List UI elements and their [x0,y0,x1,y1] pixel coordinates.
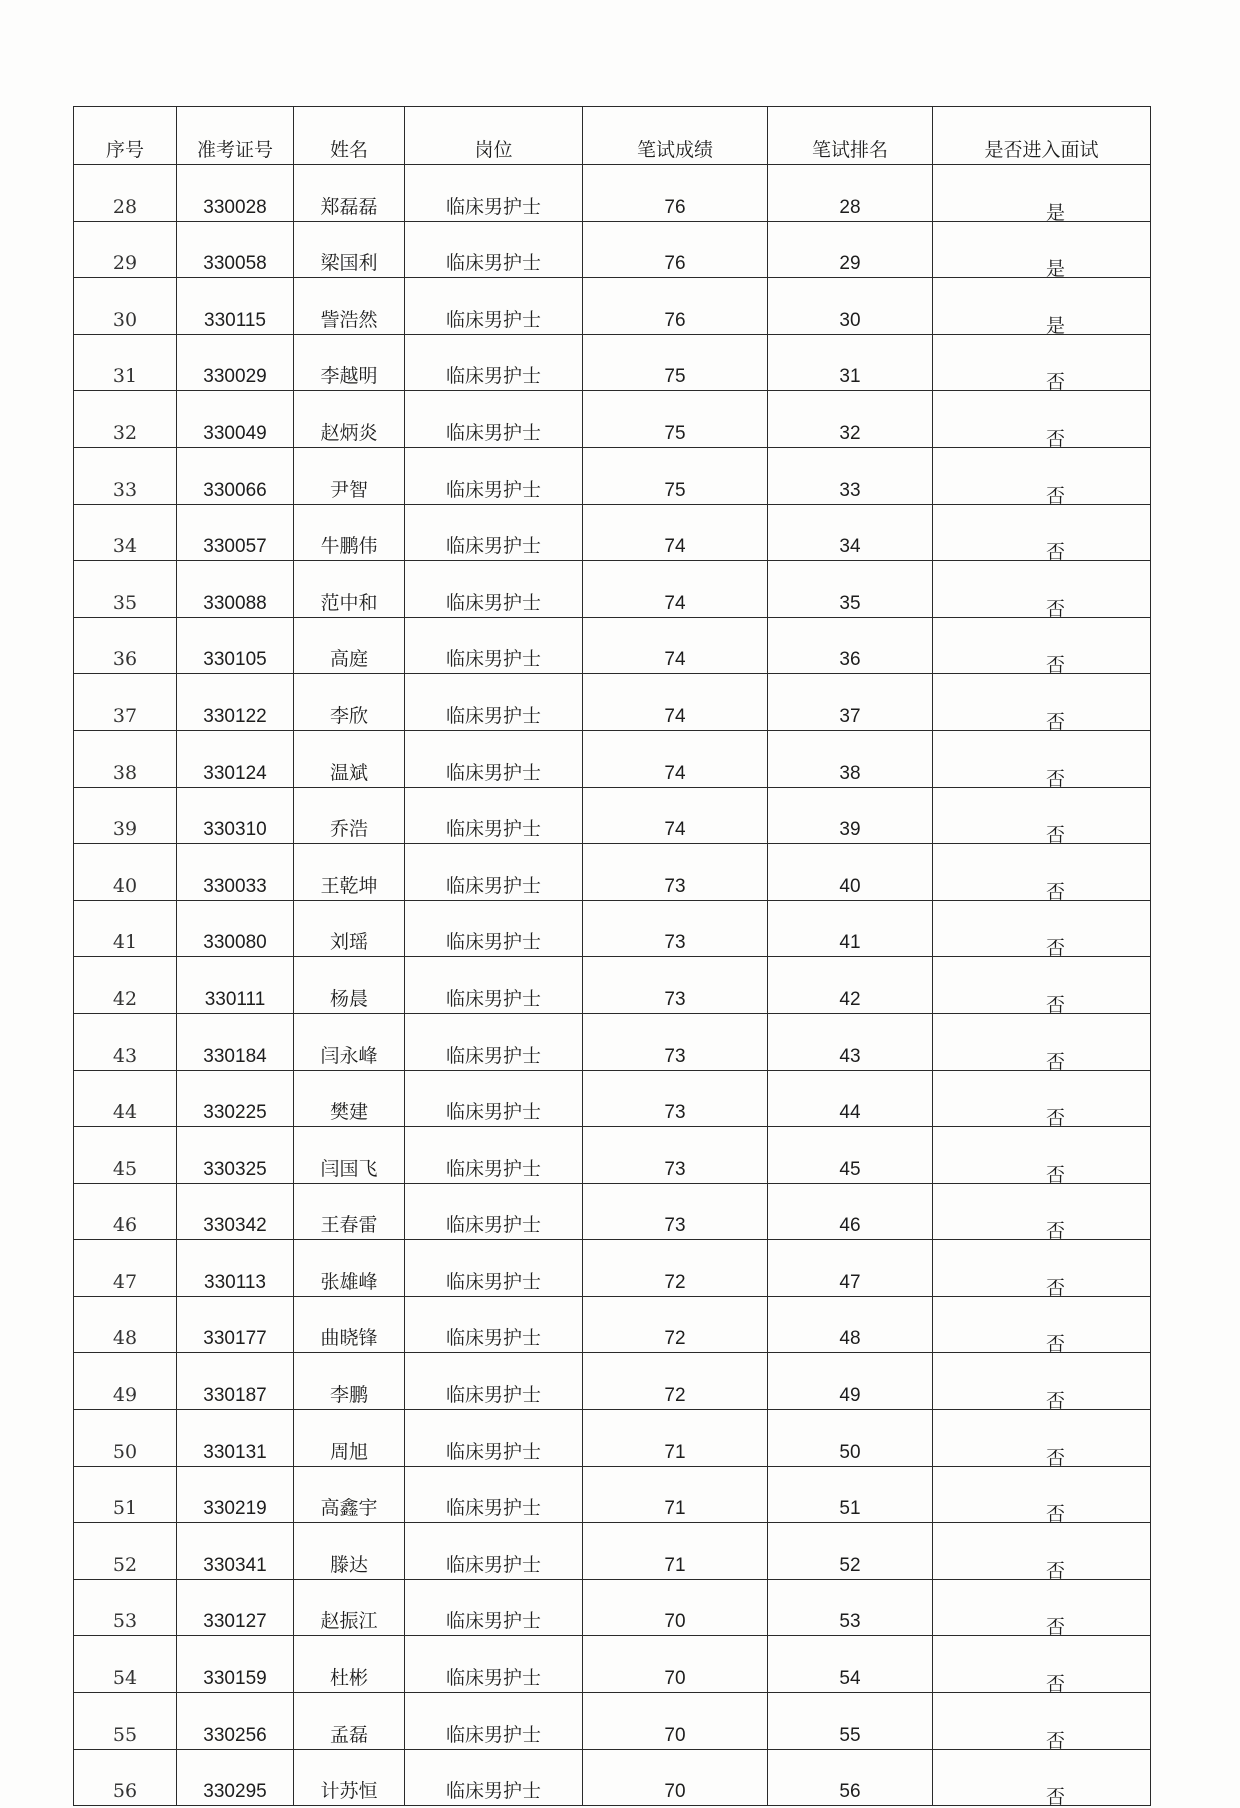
table-row [74,957,1151,1014]
table-row [74,1579,1151,1636]
table-row [74,278,1151,335]
cell-score: 74 [583,674,768,731]
cell-rank: 50 [768,1410,933,1467]
cell-name: 闫永峰 [294,1013,405,1070]
cell-rank: 47 [768,1240,933,1297]
cell-position: 临床男护士 [405,1523,583,1580]
cell-seq: 56 [74,1749,177,1806]
cell-rank: 45 [768,1127,933,1184]
table-header [74,107,1151,165]
interview-flag: 是 [1045,314,1065,337]
cell-rank: 32 [768,391,933,448]
cell-rank: 33 [768,447,933,504]
cell-seq: 36 [74,617,177,674]
table-row [74,1183,1151,1240]
cell-seq: 40 [74,844,177,901]
cell-score: 71 [583,1466,768,1523]
cell-name: 王春雷 [294,1183,405,1240]
interview-flag: 否 [1045,1729,1065,1752]
cell-exam-id: 330225 [177,1070,294,1127]
cell-interview [933,1579,1151,1639]
cell-interview [933,447,1151,507]
interview-flag: 否 [1045,1616,1065,1639]
cell-interview [933,504,1151,564]
cell-rank: 49 [768,1353,933,1410]
table-row [74,1240,1151,1297]
cell-score: 70 [583,1579,768,1636]
header-score: 笔试成绩 [583,107,768,165]
cell-exam-id: 330187 [177,1353,294,1410]
cell-name: 高鑫宇 [294,1466,405,1523]
header-name: 姓名 [294,107,405,165]
interview-flag: 否 [1045,710,1065,733]
cell-interview [933,787,1151,847]
cell-seq: 31 [74,334,177,391]
cell-seq: 51 [74,1466,177,1523]
cell-position: 临床男护士 [405,957,583,1014]
cell-seq: 30 [74,278,177,335]
cell-exam-id: 330325 [177,1127,294,1184]
cell-score: 70 [583,1693,768,1750]
interview-flag: 否 [1045,824,1065,847]
cell-rank: 37 [768,674,933,731]
cell-score: 76 [583,221,768,278]
cell-position: 临床男护士 [405,391,583,448]
cell-name: 孟磊 [294,1693,405,1750]
header-position: 岗位 [405,107,583,165]
cell-name: 訾浩然 [294,278,405,335]
cell-rank: 31 [768,334,933,391]
table-row [74,844,1151,901]
cell-position: 临床男护士 [405,900,583,957]
table-row [74,165,1151,222]
cell-score: 70 [583,1636,768,1693]
cell-name: 张雄峰 [294,1240,405,1297]
interview-flag: 否 [1045,1276,1065,1299]
cell-position: 临床男护士 [405,1183,583,1240]
table-row [74,1466,1151,1523]
cell-score: 73 [583,900,768,957]
cell-interview [933,617,1151,677]
cell-exam-id: 330080 [177,900,294,957]
cell-exam-id: 330029 [177,334,294,391]
cell-exam-id: 330131 [177,1410,294,1467]
interview-flag: 否 [1045,597,1065,620]
cell-name: 梁国利 [294,221,405,278]
table-row [74,561,1151,618]
cell-seq: 44 [74,1070,177,1127]
cell-interview [933,730,1151,790]
interview-flag: 否 [1045,541,1065,564]
cell-rank: 28 [768,165,933,222]
cell-position: 临床男护士 [405,165,583,222]
cell-position: 临床男护士 [405,844,583,901]
table-row [74,617,1151,674]
cell-interview [933,1013,1151,1073]
interview-flag: 否 [1045,1163,1065,1186]
cell-score: 73 [583,1013,768,1070]
cell-exam-id: 330057 [177,504,294,561]
cell-rank: 40 [768,844,933,901]
cell-interview [933,1240,1151,1297]
cell-score: 74 [583,617,768,674]
cell-score: 74 [583,730,768,787]
cell-interview [933,844,1151,901]
cell-rank: 43 [768,1013,933,1070]
header-exam-id: 准考证号 [177,107,294,165]
interview-flag: 否 [1045,1333,1065,1356]
cell-position: 临床男护士 [405,1749,583,1806]
cell-interview [933,1636,1151,1696]
cell-interview [933,1127,1151,1184]
table-row [74,447,1151,504]
cell-score: 74 [583,561,768,618]
cell-exam-id: 330033 [177,844,294,901]
interview-flag: 否 [1045,1390,1065,1413]
interview-flag: 否 [1045,371,1065,394]
cell-rank: 30 [768,278,933,335]
table-row [74,787,1151,844]
cell-interview [933,674,1151,731]
interview-flag: 否 [1045,427,1065,450]
cell-rank: 48 [768,1296,933,1353]
cell-name: 李越明 [294,334,405,391]
cell-name: 李鹏 [294,1353,405,1410]
interview-flag: 否 [1045,1107,1065,1130]
cell-rank: 44 [768,1070,933,1127]
cell-score: 75 [583,391,768,448]
cell-seq: 43 [74,1013,177,1070]
cell-interview [933,957,1151,1014]
cell-exam-id: 330111 [177,957,294,1014]
cell-name: 尹智 [294,447,405,504]
table-row [74,1693,1151,1750]
cell-name: 周旭 [294,1410,405,1467]
cell-rank: 53 [768,1579,933,1636]
cell-exam-id: 330122 [177,674,294,731]
cell-seq: 37 [74,674,177,731]
cell-score: 73 [583,957,768,1014]
table-row [74,1013,1151,1070]
table-row [74,1410,1151,1467]
cell-position: 临床男护士 [405,1410,583,1467]
interview-flag: 否 [1045,484,1065,507]
interview-flag: 否 [1045,1446,1065,1469]
interview-flag: 否 [1045,937,1065,960]
cell-interview [933,1410,1151,1467]
cell-name: 王乾坤 [294,844,405,901]
cell-name: 温斌 [294,730,405,787]
cell-rank: 38 [768,730,933,787]
interview-flag: 否 [1045,1050,1065,1073]
interview-flag: 是 [1045,201,1065,224]
cell-name: 计苏恒 [294,1749,405,1806]
cell-name: 樊建 [294,1070,405,1127]
cell-exam-id: 330342 [177,1183,294,1240]
table-row [74,504,1151,561]
cell-seq: 45 [74,1127,177,1184]
cell-exam-id: 330124 [177,730,294,787]
cell-interview [933,561,1151,618]
cell-interview [933,1353,1151,1413]
cell-rank: 35 [768,561,933,618]
cell-interview [933,278,1151,335]
cell-score: 71 [583,1410,768,1467]
cell-exam-id: 330177 [177,1296,294,1353]
cell-seq: 28 [74,165,177,222]
cell-score: 72 [583,1353,768,1410]
cell-interview [933,1296,1151,1356]
cell-score: 73 [583,844,768,901]
cell-exam-id: 330256 [177,1693,294,1750]
cell-score: 75 [583,334,768,391]
cell-seq: 48 [74,1296,177,1353]
cell-score: 72 [583,1240,768,1297]
cell-score: 71 [583,1523,768,1580]
cell-rank: 56 [768,1749,933,1806]
cell-exam-id: 330295 [177,1749,294,1806]
interview-flag: 否 [1045,1503,1065,1526]
cell-exam-id: 330066 [177,447,294,504]
cell-name: 杜彬 [294,1636,405,1693]
cell-seq: 29 [74,221,177,278]
table-row [74,730,1151,787]
cell-interview [933,1466,1151,1526]
cell-seq: 32 [74,391,177,448]
cell-position: 临床男护士 [405,1579,583,1636]
cell-interview [933,1693,1151,1750]
cell-rank: 42 [768,957,933,1014]
cell-exam-id: 330115 [177,278,294,335]
cell-seq: 34 [74,504,177,561]
table-row [74,674,1151,731]
cell-interview [933,1183,1151,1243]
table-row [74,1636,1151,1693]
cell-name: 赵振江 [294,1579,405,1636]
cell-rank: 41 [768,900,933,957]
cell-position: 临床男护士 [405,1353,583,1410]
cell-position: 临床男护士 [405,674,583,731]
interview-flag: 否 [1045,880,1065,903]
table-row [74,1070,1151,1127]
cell-score: 75 [583,447,768,504]
interview-flag: 否 [1045,767,1065,790]
table-row [74,1353,1151,1410]
cell-seq: 50 [74,1410,177,1467]
cell-score: 74 [583,787,768,844]
cell-score: 76 [583,165,768,222]
interview-flag: 否 [1045,654,1065,677]
cell-name: 乔浩 [294,787,405,844]
cell-name: 高庭 [294,617,405,674]
cell-rank: 29 [768,221,933,278]
cell-score: 76 [583,278,768,335]
cell-rank: 46 [768,1183,933,1240]
cell-score: 73 [583,1183,768,1240]
table-row [74,1296,1151,1353]
cell-interview [933,221,1151,281]
cell-name: 牛鹏伟 [294,504,405,561]
cell-seq: 38 [74,730,177,787]
cell-position: 临床男护士 [405,1070,583,1127]
table-row [74,334,1151,391]
cell-exam-id: 330341 [177,1523,294,1580]
cell-position: 临床男护士 [405,1013,583,1070]
cell-seq: 49 [74,1353,177,1410]
cell-rank: 39 [768,787,933,844]
cell-seq: 39 [74,787,177,844]
cell-exam-id: 330105 [177,617,294,674]
cell-position: 临床男护士 [405,1296,583,1353]
cell-position: 临床男护士 [405,221,583,278]
cell-exam-id: 330127 [177,1579,294,1636]
cell-position: 临床男护士 [405,561,583,618]
cell-position: 临床男护士 [405,1636,583,1693]
cell-exam-id: 330159 [177,1636,294,1693]
cell-name: 闫国飞 [294,1127,405,1184]
interview-flag: 否 [1045,1673,1065,1696]
interview-flag: 否 [1045,1786,1065,1808]
cell-position: 临床男护士 [405,617,583,674]
cell-interview [933,165,1151,222]
cell-score: 73 [583,1127,768,1184]
cell-interview [933,1523,1151,1580]
table-row [74,900,1151,957]
cell-position: 临床男护士 [405,1693,583,1750]
cell-rank: 54 [768,1636,933,1693]
interview-flag: 否 [1045,993,1065,1016]
cell-exam-id: 330058 [177,221,294,278]
cell-name: 杨晨 [294,957,405,1014]
cell-exam-id: 330049 [177,391,294,448]
cell-name: 曲晓锋 [294,1296,405,1353]
cell-position: 临床男护士 [405,278,583,335]
cell-score: 70 [583,1749,768,1806]
cell-position: 临床男护士 [405,787,583,844]
header-rank: 笔试排名 [768,107,933,165]
cell-rank: 52 [768,1523,933,1580]
cell-seq: 47 [74,1240,177,1297]
cell-position: 临床男护士 [405,730,583,787]
cell-position: 临床男护士 [405,447,583,504]
cell-interview [933,900,1151,960]
cell-interview [933,1070,1151,1130]
cell-exam-id: 330028 [177,165,294,222]
cell-exam-id: 330113 [177,1240,294,1297]
cell-position: 临床男护士 [405,504,583,561]
cell-name: 刘瑶 [294,900,405,957]
cell-seq: 33 [74,447,177,504]
cell-position: 临床男护士 [405,1240,583,1297]
header-interview: 是否进入面试 [933,107,1151,165]
interview-flag: 是 [1045,258,1065,281]
cell-position: 临床男护士 [405,334,583,391]
interview-flag: 否 [1045,1220,1065,1243]
cell-name: 范中和 [294,561,405,618]
table-row [74,221,1151,278]
header-row [74,107,1151,165]
cell-score: 74 [583,504,768,561]
cell-exam-id: 330184 [177,1013,294,1070]
cell-position: 临床男护士 [405,1466,583,1523]
table-body [74,165,1151,1806]
cell-exam-id: 330310 [177,787,294,844]
cell-seq: 42 [74,957,177,1014]
cell-interview [933,391,1151,448]
score-table [73,106,1151,1806]
header-seq: 序号 [74,107,177,165]
cell-score: 73 [583,1070,768,1127]
cell-exam-id: 330219 [177,1466,294,1523]
cell-interview [933,1749,1151,1806]
table-row [74,1523,1151,1580]
interview-flag: 否 [1045,1559,1065,1582]
cell-position: 临床男护士 [405,1127,583,1184]
cell-seq: 41 [74,900,177,957]
cell-interview [933,334,1151,394]
cell-rank: 55 [768,1693,933,1750]
cell-score: 72 [583,1296,768,1353]
table-row [74,1127,1151,1184]
table-row [74,391,1151,448]
cell-seq: 53 [74,1579,177,1636]
cell-rank: 34 [768,504,933,561]
cell-name: 赵炳炎 [294,391,405,448]
cell-seq: 46 [74,1183,177,1240]
cell-seq: 35 [74,561,177,618]
cell-name: 滕达 [294,1523,405,1580]
cell-seq: 54 [74,1636,177,1693]
cell-exam-id: 330088 [177,561,294,618]
cell-rank: 36 [768,617,933,674]
cell-seq: 55 [74,1693,177,1750]
table-row [74,1749,1151,1806]
cell-rank: 51 [768,1466,933,1523]
cell-seq: 52 [74,1523,177,1580]
cell-name: 李欣 [294,674,405,731]
cell-name: 郑磊磊 [294,165,405,222]
